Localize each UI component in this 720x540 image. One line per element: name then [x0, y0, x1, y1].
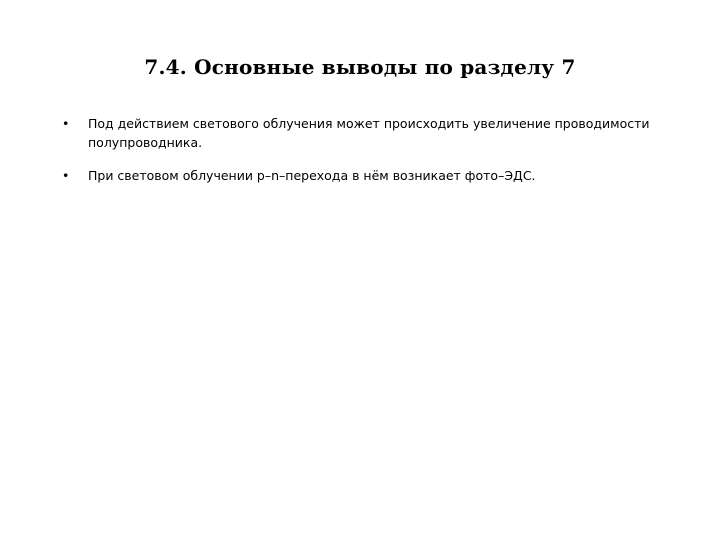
slide-title: 7.4. Основные выводы по разделу 7 [144, 55, 576, 79]
bullet-icon: • [62, 168, 70, 183]
bullet-list [62, 114, 672, 199]
list-item [62, 166, 672, 185]
bullet-text: При световом облучении p–n–перехода в нём возникает фото–ЭДС. [88, 168, 536, 183]
list-item [62, 114, 672, 152]
bullet-text: Под действием светового облучения может происходить увеличение проводимости полупроводника. [88, 116, 650, 150]
bullet-icon: • [62, 116, 70, 131]
